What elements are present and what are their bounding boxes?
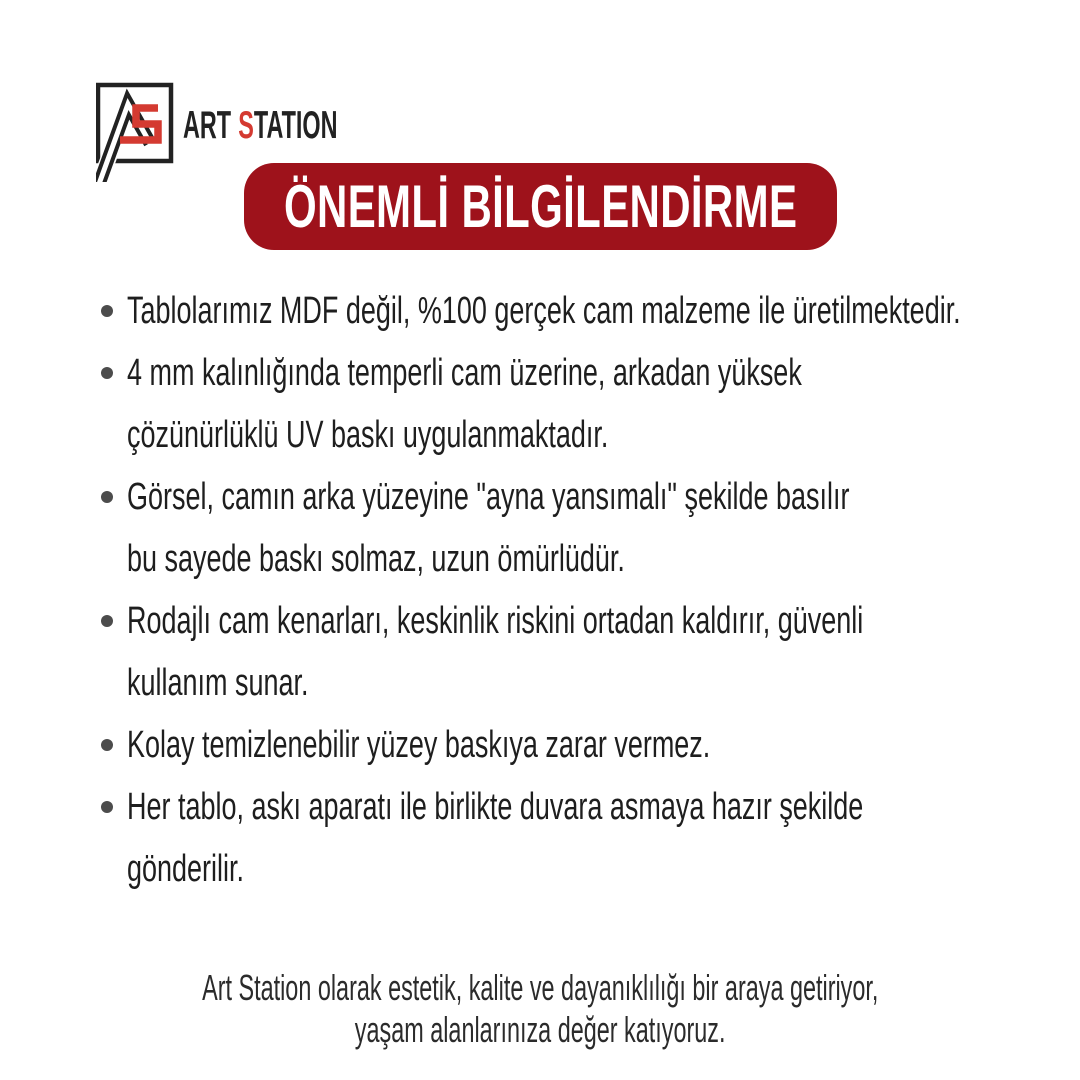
bullet-text bbox=[127, 776, 1080, 900]
bullet-line: gönderilir. bbox=[127, 848, 244, 890]
bullet-line: Her tablo, askı aparatı ile birlikte duvara asmaya hazır şekilde bbox=[127, 786, 864, 828]
bullet-dot-icon bbox=[101, 367, 113, 379]
bullet-line: 4 mm kalınlığında temperli cam üzerine, arkadan yüksek bbox=[127, 352, 802, 394]
list-item bbox=[101, 280, 1041, 342]
bullet-line: Kolay temizlenebilir yüzey baskıya zarar vermez. bbox=[127, 724, 711, 766]
bullet-dot-icon bbox=[101, 739, 113, 751]
footer-line bbox=[0, 1009, 1080, 1051]
brand-word-tation: TATION bbox=[253, 104, 338, 147]
bullet-line: bu sayede baskı solmaz, uzun ömürlüdür. bbox=[127, 538, 625, 580]
bullet-dot-icon bbox=[101, 801, 113, 813]
bullet-text bbox=[127, 280, 1080, 342]
list-item bbox=[101, 776, 1041, 900]
bullet-line: kullanım sunar. bbox=[127, 662, 309, 704]
bullet-text bbox=[127, 590, 1080, 714]
footer-line-text: yaşam alanlarınıza değer katıyoruz. bbox=[354, 1009, 726, 1050]
brand-word-s: S bbox=[238, 104, 254, 147]
bullet-dot-icon bbox=[101, 615, 113, 627]
bullet-text bbox=[127, 342, 1077, 466]
footer-tagline bbox=[0, 967, 1080, 1051]
art-station-logo-mark-icon bbox=[96, 82, 176, 182]
list-item bbox=[101, 590, 1041, 714]
list-item bbox=[101, 714, 1041, 776]
brand-word-art: ART bbox=[183, 104, 232, 147]
bullet-line: çözünürlüklü UV baskı uygulanmaktadır. bbox=[127, 414, 609, 456]
footer-line bbox=[0, 967, 1080, 1009]
bullet-line: Rodajlı cam kenarları, keskinlik riskini ortadan kaldırır, güvenli bbox=[127, 600, 864, 642]
banner-title: ÖNEMLİ BİLGİLENDİRME bbox=[283, 173, 798, 240]
list-item bbox=[101, 342, 1041, 466]
art-station-logo bbox=[96, 82, 338, 182]
bullet-dot-icon bbox=[101, 491, 113, 503]
bullet-dot-icon bbox=[101, 305, 113, 317]
brand-wordmark bbox=[183, 104, 338, 148]
bullet-text bbox=[127, 466, 1080, 590]
info-bullet-list bbox=[101, 280, 1041, 900]
bullet-line: Tablolarımız MDF değil, %100 gerçek cam malzeme ile üretilmektedir. bbox=[127, 290, 961, 332]
list-item bbox=[101, 466, 1041, 590]
important-info-banner bbox=[244, 163, 837, 250]
bullet-line: Görsel, camın arka yüzeyine "ayna yansımalı" şekilde basılır bbox=[127, 476, 850, 518]
bullet-text bbox=[127, 714, 1041, 776]
footer-line-text: Art Station olarak estetik, kalite ve dayanıklılığı bir araya getiriyor, bbox=[201, 967, 879, 1008]
